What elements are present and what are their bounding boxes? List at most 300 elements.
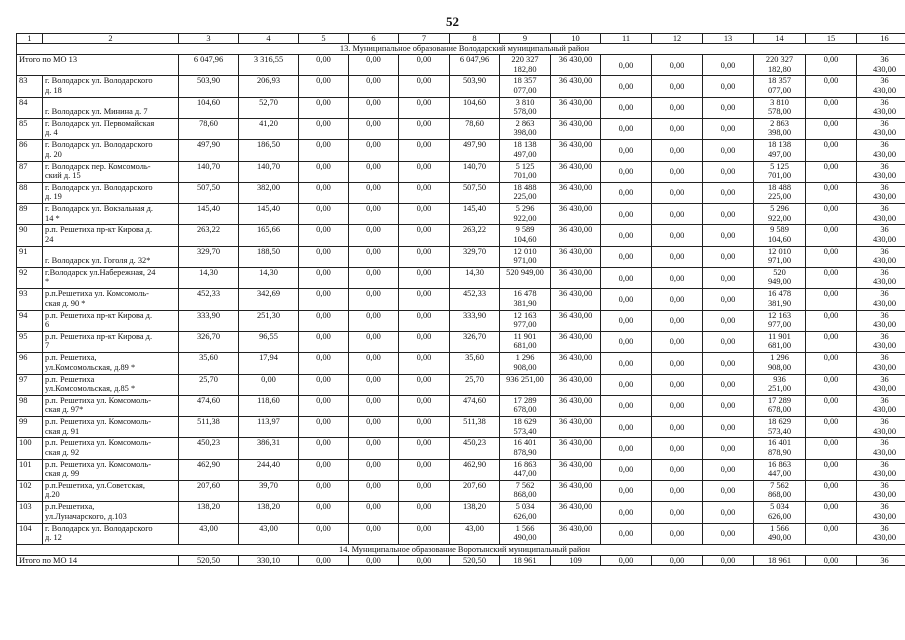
value-cell: 0,00 bbox=[349, 225, 399, 246]
value-cell: 17 289 678,00 bbox=[754, 395, 806, 416]
value-cell: 14,30 bbox=[239, 268, 299, 289]
total-cell: 36 430,00 bbox=[857, 55, 905, 76]
value-cell: 0,00 bbox=[299, 182, 349, 203]
table-row bbox=[17, 225, 905, 246]
header-cell: 2 bbox=[43, 34, 179, 44]
value-cell: 0,00 bbox=[806, 289, 857, 310]
value-cell: 5 296 922,00 bbox=[500, 204, 551, 225]
value-cell: 0,00 bbox=[601, 246, 652, 267]
value-cell: 0,00 bbox=[399, 395, 450, 416]
value-cell: 207,60 bbox=[179, 481, 239, 502]
table-row bbox=[17, 119, 905, 140]
value-cell: 0,00 bbox=[703, 140, 754, 161]
header-cell: 5 bbox=[299, 34, 349, 44]
value-cell: 36 430,00 bbox=[857, 246, 905, 267]
row-number: 93 bbox=[17, 289, 43, 310]
value-cell: 0,00 bbox=[299, 76, 349, 97]
value-cell: 452,33 bbox=[179, 289, 239, 310]
value-cell: 36 430,00 bbox=[857, 395, 905, 416]
value-cell: 0,00 bbox=[299, 310, 349, 331]
value-cell: 0,00 bbox=[601, 353, 652, 374]
value-cell: 0,00 bbox=[703, 97, 754, 118]
value-cell: 36 430,00 bbox=[551, 204, 601, 225]
value-cell: 0,00 bbox=[703, 331, 754, 352]
table-row bbox=[17, 331, 905, 352]
value-cell: 0,00 bbox=[399, 417, 450, 438]
value-cell: 0,00 bbox=[349, 481, 399, 502]
value-cell: 0,00 bbox=[652, 246, 703, 267]
address-cell: г. Володарск ул. Володарского д. 12 bbox=[43, 523, 179, 544]
value-cell: 263,22 bbox=[179, 225, 239, 246]
value-cell: 0,00 bbox=[806, 523, 857, 544]
value-cell: 18 357 077,00 bbox=[754, 76, 806, 97]
value-cell: 36 430,00 bbox=[551, 331, 601, 352]
row-number: 102 bbox=[17, 481, 43, 502]
value-cell: 0,00 bbox=[601, 395, 652, 416]
value-cell: 450,23 bbox=[179, 438, 239, 459]
value-cell: 0,00 bbox=[601, 268, 652, 289]
value-cell: 0,00 bbox=[601, 97, 652, 118]
address-cell: р.п. Решетиха ул.Комсомольская, д.85 * bbox=[43, 374, 179, 395]
value-cell: 0,00 bbox=[703, 417, 754, 438]
value-cell: 0,00 bbox=[299, 289, 349, 310]
total-row bbox=[17, 55, 905, 76]
value-cell: 0,00 bbox=[703, 119, 754, 140]
value-cell: 0,00 bbox=[601, 225, 652, 246]
value-cell: 36 430,00 bbox=[551, 246, 601, 267]
section-row bbox=[17, 544, 905, 555]
total-cell: 6 047,96 bbox=[179, 55, 239, 76]
value-cell: 0,00 bbox=[806, 459, 857, 480]
value-cell: 35,60 bbox=[179, 353, 239, 374]
value-cell: 0,00 bbox=[399, 97, 450, 118]
value-cell: 0,00 bbox=[703, 246, 754, 267]
table-row bbox=[17, 182, 905, 203]
value-cell: 25,70 bbox=[179, 374, 239, 395]
value-cell: 78,60 bbox=[450, 119, 500, 140]
value-cell: 36 430,00 bbox=[551, 310, 601, 331]
value-cell: 7 562 868,00 bbox=[754, 481, 806, 502]
value-cell: 5 034 626,00 bbox=[500, 502, 551, 523]
value-cell: 16 401 878,90 bbox=[754, 438, 806, 459]
value-cell: 507,50 bbox=[179, 182, 239, 203]
value-cell: 104,60 bbox=[450, 97, 500, 118]
value-cell: 0,00 bbox=[806, 481, 857, 502]
table-row bbox=[17, 246, 905, 267]
value-cell: 0,00 bbox=[652, 438, 703, 459]
header-row bbox=[17, 34, 905, 44]
value-cell: 0,00 bbox=[349, 76, 399, 97]
value-cell: 140,70 bbox=[239, 161, 299, 182]
value-cell: 0,00 bbox=[806, 502, 857, 523]
value-cell: 36 430,00 bbox=[551, 438, 601, 459]
value-cell: 936 251,00 bbox=[754, 374, 806, 395]
value-cell: 0,00 bbox=[652, 268, 703, 289]
value-cell: 0,00 bbox=[806, 246, 857, 267]
value-cell: 145,40 bbox=[450, 204, 500, 225]
value-cell: 36 430,00 bbox=[551, 353, 601, 374]
value-cell: 1 566 490,00 bbox=[754, 523, 806, 544]
value-cell: 9 589 104,60 bbox=[754, 225, 806, 246]
value-cell: 1 296 908,00 bbox=[754, 353, 806, 374]
row-number: 89 bbox=[17, 204, 43, 225]
value-cell: 0,00 bbox=[703, 374, 754, 395]
value-cell: 0,00 bbox=[806, 438, 857, 459]
value-cell: 520 949,00 bbox=[754, 268, 806, 289]
table-row bbox=[17, 76, 905, 97]
value-cell: 138,20 bbox=[450, 502, 500, 523]
row-number: 90 bbox=[17, 225, 43, 246]
value-cell: 36 430,00 bbox=[551, 459, 601, 480]
value-cell: 39,70 bbox=[239, 481, 299, 502]
value-cell: 0,00 bbox=[299, 502, 349, 523]
value-cell: 474,60 bbox=[179, 395, 239, 416]
value-cell: 7 562 868,00 bbox=[500, 481, 551, 502]
value-cell: 1 296 908,00 bbox=[500, 353, 551, 374]
total-cell: 18 961 bbox=[500, 555, 551, 565]
value-cell: 3 810 578,00 bbox=[754, 97, 806, 118]
header-cell: 10 bbox=[551, 34, 601, 44]
row-number: 94 bbox=[17, 310, 43, 331]
value-cell: 0,00 bbox=[806, 225, 857, 246]
total-cell: 3 316,55 bbox=[239, 55, 299, 76]
value-cell: 36 430,00 bbox=[551, 502, 601, 523]
row-number: 85 bbox=[17, 119, 43, 140]
value-cell: 0,00 bbox=[806, 204, 857, 225]
value-cell: 0,00 bbox=[652, 97, 703, 118]
value-cell: 0,00 bbox=[703, 225, 754, 246]
value-cell: 329,70 bbox=[179, 246, 239, 267]
value-cell: 36 430,00 bbox=[551, 76, 601, 97]
value-cell: 17 289 678,00 bbox=[500, 395, 551, 416]
value-cell: 0,00 bbox=[703, 76, 754, 97]
value-cell: 0,00 bbox=[349, 459, 399, 480]
table-row bbox=[17, 310, 905, 331]
value-cell: 0,00 bbox=[652, 481, 703, 502]
value-cell: 0,00 bbox=[349, 289, 399, 310]
value-cell: 511,38 bbox=[179, 417, 239, 438]
value-cell: 0,00 bbox=[652, 417, 703, 438]
value-cell: 0,00 bbox=[806, 417, 857, 438]
value-cell: 11 901 681,00 bbox=[500, 331, 551, 352]
value-cell: 78,60 bbox=[179, 119, 239, 140]
value-cell: 0,00 bbox=[399, 523, 450, 544]
value-cell: 36 430,00 bbox=[857, 161, 905, 182]
value-cell: 18 629 573,40 bbox=[500, 417, 551, 438]
value-cell: 36 430,00 bbox=[857, 374, 905, 395]
value-cell: 0,00 bbox=[601, 310, 652, 331]
total-cell: 0,00 bbox=[652, 555, 703, 565]
value-cell: 12 010 971,00 bbox=[754, 246, 806, 267]
value-cell: 0,00 bbox=[652, 502, 703, 523]
value-cell: 0,00 bbox=[806, 182, 857, 203]
total-cell: 0,00 bbox=[601, 55, 652, 76]
value-cell: 0,00 bbox=[299, 140, 349, 161]
value-cell: 25,70 bbox=[450, 374, 500, 395]
value-cell: 0,00 bbox=[806, 97, 857, 118]
value-cell: 104,60 bbox=[179, 97, 239, 118]
row-number: 104 bbox=[17, 523, 43, 544]
value-cell: 0,00 bbox=[349, 331, 399, 352]
total-cell: 520,50 bbox=[450, 555, 500, 565]
table-row bbox=[17, 523, 905, 544]
table-row bbox=[17, 502, 905, 523]
value-cell: 52,70 bbox=[239, 97, 299, 118]
value-cell: 0,00 bbox=[349, 310, 399, 331]
address-cell: р.п. Решетиха пр-кт Кирова д. 24 bbox=[43, 225, 179, 246]
total-cell: 0,00 bbox=[601, 555, 652, 565]
header-cell: 3 bbox=[179, 34, 239, 44]
total-cell: 0,00 bbox=[349, 55, 399, 76]
data-table bbox=[16, 33, 905, 566]
value-cell: 0,00 bbox=[703, 459, 754, 480]
value-cell: 0,00 bbox=[299, 119, 349, 140]
value-cell: 0,00 bbox=[399, 289, 450, 310]
address-cell: р.п. Решетиха пр-кт Кирова д. 7 bbox=[43, 331, 179, 352]
value-cell: 18 488 225,00 bbox=[500, 182, 551, 203]
value-cell: 0,00 bbox=[703, 353, 754, 374]
table-row bbox=[17, 289, 905, 310]
value-cell: 0,00 bbox=[601, 289, 652, 310]
total-cell: 18 961 bbox=[754, 555, 806, 565]
address-cell: г.Володарск ул.Набережная, 24 * bbox=[43, 268, 179, 289]
value-cell: 5 125 701,00 bbox=[500, 161, 551, 182]
value-cell: 14,30 bbox=[450, 268, 500, 289]
value-cell: 0,00 bbox=[239, 374, 299, 395]
address-cell: р.п. Решетиха ул. Комсомоль- ская д. 92 bbox=[43, 438, 179, 459]
address-cell: р.п. Решетиха ул. Комсомоль- ская д. 91 bbox=[43, 417, 179, 438]
address-cell: р.п.Решетиха, ул.Луначарского, д.103 bbox=[43, 502, 179, 523]
value-cell: 0,00 bbox=[299, 97, 349, 118]
value-cell: 1 566 490,00 bbox=[500, 523, 551, 544]
value-cell: 5 296 922,00 bbox=[754, 204, 806, 225]
value-cell: 0,00 bbox=[399, 481, 450, 502]
table-row bbox=[17, 438, 905, 459]
value-cell: 12 163 977,00 bbox=[754, 310, 806, 331]
value-cell: 138,20 bbox=[179, 502, 239, 523]
value-cell: 18 357 077,00 bbox=[500, 76, 551, 97]
value-cell: 0,00 bbox=[601, 481, 652, 502]
value-cell: 36 430,00 bbox=[551, 395, 601, 416]
value-cell: 0,00 bbox=[349, 268, 399, 289]
table-row bbox=[17, 268, 905, 289]
address-cell: г. Володарск пер. Комсомоль- ский д. 15 bbox=[43, 161, 179, 182]
value-cell: 0,00 bbox=[652, 310, 703, 331]
row-number: 84 bbox=[17, 97, 43, 118]
total-cell: 0,00 bbox=[349, 555, 399, 565]
row-number: 97 bbox=[17, 374, 43, 395]
value-cell: 12 163 977,00 bbox=[500, 310, 551, 331]
value-cell: 36 430,00 bbox=[857, 502, 905, 523]
section-title: 14. Муниципальное образование Воротынский муниципальный район bbox=[17, 544, 905, 555]
value-cell: 36 430,00 bbox=[551, 417, 601, 438]
value-cell: 0,00 bbox=[399, 161, 450, 182]
value-cell: 0,00 bbox=[601, 459, 652, 480]
value-cell: 36 430,00 bbox=[551, 140, 601, 161]
total-label: Итого по МО 13 bbox=[17, 55, 179, 76]
value-cell: 36 430,00 bbox=[857, 76, 905, 97]
value-cell: 0,00 bbox=[652, 225, 703, 246]
total-cell: 0,00 bbox=[806, 55, 857, 76]
value-cell: 3 810 578,00 bbox=[500, 97, 551, 118]
value-cell: 36 430,00 bbox=[551, 289, 601, 310]
value-cell: 14,30 bbox=[179, 268, 239, 289]
table-row bbox=[17, 140, 905, 161]
value-cell: 36 430,00 bbox=[551, 97, 601, 118]
value-cell: 0,00 bbox=[652, 353, 703, 374]
value-cell: 16 863 447,00 bbox=[754, 459, 806, 480]
total-cell: 0,00 bbox=[399, 55, 450, 76]
total-cell: 0,00 bbox=[703, 55, 754, 76]
value-cell: 2 863 398,00 bbox=[754, 119, 806, 140]
value-cell: 0,00 bbox=[806, 395, 857, 416]
address-cell: р.п.Решетиха ул. Комсомоль- ская д. 90 * bbox=[43, 289, 179, 310]
value-cell: 0,00 bbox=[299, 395, 349, 416]
total-cell: 36 430,00 bbox=[551, 55, 601, 76]
value-cell: 36 430,00 bbox=[857, 268, 905, 289]
page-number: 52 bbox=[446, 14, 459, 29]
value-cell: 0,00 bbox=[399, 225, 450, 246]
row-number: 88 bbox=[17, 182, 43, 203]
total-label: Итого по МО 14 bbox=[17, 555, 179, 565]
total-cell: 0,00 bbox=[703, 555, 754, 565]
value-cell: 36 430,00 bbox=[857, 225, 905, 246]
value-cell: 36 430,00 bbox=[857, 204, 905, 225]
total-cell: 109 bbox=[551, 555, 601, 565]
value-cell: 165,66 bbox=[239, 225, 299, 246]
value-cell: 36 430,00 bbox=[857, 140, 905, 161]
header-cell: 7 bbox=[399, 34, 450, 44]
value-cell: 0,00 bbox=[601, 204, 652, 225]
value-cell: 263,22 bbox=[450, 225, 500, 246]
value-cell: 497,90 bbox=[179, 140, 239, 161]
value-cell: 0,00 bbox=[399, 353, 450, 374]
total-cell: 36 bbox=[857, 555, 905, 565]
value-cell: 333,90 bbox=[179, 310, 239, 331]
value-cell: 36 430,00 bbox=[551, 225, 601, 246]
value-cell: 0,00 bbox=[299, 438, 349, 459]
value-cell: 0,00 bbox=[601, 502, 652, 523]
value-cell: 0,00 bbox=[652, 523, 703, 544]
value-cell: 0,00 bbox=[601, 140, 652, 161]
value-cell: 0,00 bbox=[806, 310, 857, 331]
value-cell: 462,90 bbox=[450, 459, 500, 480]
value-cell: 0,00 bbox=[601, 438, 652, 459]
section-title: 13. Муниципальное образование Володарский муниципальный район bbox=[17, 44, 905, 55]
value-cell: 0,00 bbox=[349, 417, 399, 438]
total-cell: 0,00 bbox=[299, 55, 349, 76]
value-cell: 0,00 bbox=[703, 182, 754, 203]
header-cell: 16 bbox=[857, 34, 905, 44]
value-cell: 0,00 bbox=[349, 161, 399, 182]
value-cell: 0,00 bbox=[299, 523, 349, 544]
row-number: 95 bbox=[17, 331, 43, 352]
address-cell: г. Володарск ул. Вокзальная д. 14 * bbox=[43, 204, 179, 225]
value-cell: 497,90 bbox=[450, 140, 500, 161]
value-cell: 0,00 bbox=[601, 119, 652, 140]
value-cell: 43,00 bbox=[239, 523, 299, 544]
value-cell: 0,00 bbox=[601, 161, 652, 182]
total-cell: 6 047,96 bbox=[450, 55, 500, 76]
value-cell: 36 430,00 bbox=[857, 310, 905, 331]
total-cell: 330,10 bbox=[239, 555, 299, 565]
table-row bbox=[17, 459, 905, 480]
value-cell: 503,90 bbox=[179, 76, 239, 97]
value-cell: 138,20 bbox=[239, 502, 299, 523]
value-cell: 96,55 bbox=[239, 331, 299, 352]
row-number: 100 bbox=[17, 438, 43, 459]
value-cell: 118,60 bbox=[239, 395, 299, 416]
value-cell: 18 138 497,00 bbox=[754, 140, 806, 161]
row-number: 96 bbox=[17, 353, 43, 374]
value-cell: 188,50 bbox=[239, 246, 299, 267]
value-cell: 0,00 bbox=[349, 523, 399, 544]
value-cell: 0,00 bbox=[399, 76, 450, 97]
value-cell: 36 430,00 bbox=[857, 523, 905, 544]
value-cell: 36 430,00 bbox=[551, 119, 601, 140]
value-cell: 0,00 bbox=[399, 331, 450, 352]
value-cell: 0,00 bbox=[601, 182, 652, 203]
value-cell: 0,00 bbox=[299, 481, 349, 502]
value-cell: 0,00 bbox=[299, 161, 349, 182]
address-cell: р.п. Решетиха ул. Комсомоль- ская д. 97* bbox=[43, 395, 179, 416]
value-cell: 5 034 626,00 bbox=[754, 502, 806, 523]
table-row bbox=[17, 204, 905, 225]
value-cell: 0,00 bbox=[399, 310, 450, 331]
value-cell: 0,00 bbox=[349, 374, 399, 395]
row-number: 87 bbox=[17, 161, 43, 182]
header-cell: 11 bbox=[601, 34, 652, 44]
value-cell: 36 430,00 bbox=[551, 268, 601, 289]
value-cell: 0,00 bbox=[806, 76, 857, 97]
value-cell: 503,90 bbox=[450, 76, 500, 97]
total-cell: 0,00 bbox=[652, 55, 703, 76]
value-cell: 0,00 bbox=[703, 438, 754, 459]
value-cell: 0,00 bbox=[703, 502, 754, 523]
value-cell: 0,00 bbox=[399, 374, 450, 395]
row-number: 91 bbox=[17, 246, 43, 267]
header-cell: 13 bbox=[703, 34, 754, 44]
value-cell: 0,00 bbox=[652, 331, 703, 352]
value-cell: 0,00 bbox=[399, 204, 450, 225]
value-cell: 0,00 bbox=[349, 97, 399, 118]
value-cell: 36 430,00 bbox=[551, 481, 601, 502]
value-cell: 0,00 bbox=[349, 140, 399, 161]
value-cell: 520 949,00 bbox=[500, 268, 551, 289]
value-cell: 0,00 bbox=[601, 523, 652, 544]
value-cell: 36 430,00 bbox=[857, 481, 905, 502]
value-cell: 0,00 bbox=[349, 119, 399, 140]
value-cell: 0,00 bbox=[703, 204, 754, 225]
value-cell: 0,00 bbox=[349, 182, 399, 203]
value-cell: 0,00 bbox=[601, 374, 652, 395]
value-cell: 474,60 bbox=[450, 395, 500, 416]
value-cell: 0,00 bbox=[399, 459, 450, 480]
value-cell: 251,30 bbox=[239, 310, 299, 331]
value-cell: 186,50 bbox=[239, 140, 299, 161]
row-number: 101 bbox=[17, 459, 43, 480]
header-cell: 12 bbox=[652, 34, 703, 44]
table-row bbox=[17, 481, 905, 502]
value-cell: 12 010 971,00 bbox=[500, 246, 551, 267]
value-cell: 0,00 bbox=[652, 204, 703, 225]
value-cell: 452,33 bbox=[450, 289, 500, 310]
value-cell: 0,00 bbox=[652, 76, 703, 97]
value-cell: 0,00 bbox=[601, 417, 652, 438]
total-cell: 520,50 bbox=[179, 555, 239, 565]
value-cell: 41,20 bbox=[239, 119, 299, 140]
value-cell: 342,69 bbox=[239, 289, 299, 310]
